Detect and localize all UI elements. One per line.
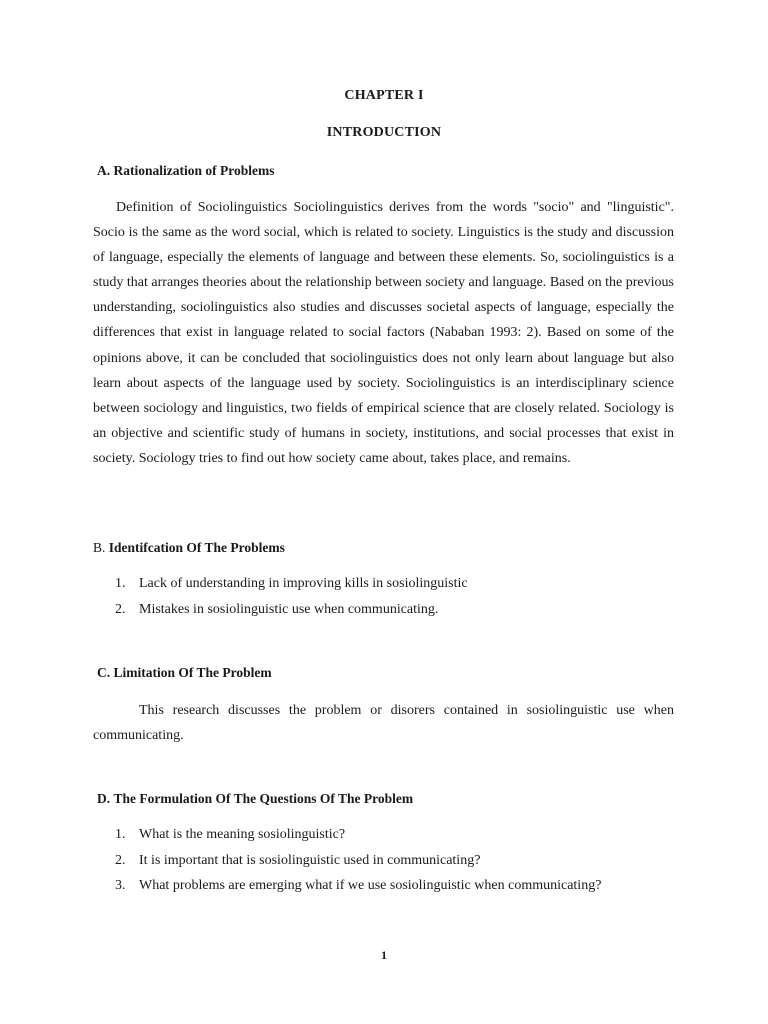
section-d-title: The Formulation Of The Questions Of The Problem bbox=[113, 791, 414, 806]
section-c-heading bbox=[97, 665, 272, 681]
chapter-title: INTRODUCTION bbox=[326, 125, 442, 140]
chapter-label: CHAPTER I bbox=[344, 88, 424, 103]
section-c-prefix: C. bbox=[97, 665, 111, 680]
list-item: 2. Mistakes in sosiolinguistic use when communicating. bbox=[115, 601, 439, 617]
list-item: 2. It is important that is sosiolinguistic used in communicating? bbox=[115, 852, 481, 868]
list-item: 1. Lack of understanding in improving kills in sosiolinguistic bbox=[115, 576, 468, 591]
list-item: 3. What problems are emerging what if we use sosiolinguistic when communicating? bbox=[115, 878, 602, 893]
section-b-list bbox=[115, 571, 468, 622]
section-d-list bbox=[115, 822, 601, 899]
section-a-title: Rationalization of Problems bbox=[113, 163, 275, 178]
section-a-paragraph: Definition of Sociolinguistics Sociolinguistics derives from the words "socio" and "linguistic". Socio is the same as the word social, which is related to society. Linguistics is the study and discussion of language, especially the elements of language and between these elements. So, sociolinguistics is a study that arranges theories about the relationship between society and language. Based on the previous understanding, sociolinguistics also studies and discusses societal aspects of language, especially the differences that exist in language related to social factors (Nababan 1993: 2). Based on some of the opinions above, it can be concluded that sociolinguistics does not only learn about language but also learn about aspects of the language used by society. Sociolinguistics is an interdisciplinary science between sociology and linguistics, two fields of empirical science that are closely related. Sociology is an objective and scientific study of humans in society, institutions, and social processes that exist in society. Sociology tries to find out how society came about, takes place, and remains. bbox=[93, 200, 674, 466]
section-c-title: Limitation Of The Problem bbox=[113, 665, 272, 680]
page-number: 1 bbox=[381, 948, 387, 962]
list-item: 1. What is the meaning sosiolinguistic? bbox=[115, 827, 346, 842]
section-b-prefix: B. bbox=[93, 540, 106, 555]
section-a-heading bbox=[97, 163, 275, 179]
section-a-prefix: A. bbox=[97, 163, 111, 178]
section-b-heading bbox=[93, 540, 285, 556]
section-d-heading bbox=[97, 791, 413, 807]
section-b-title: Identifcation Of The Problems bbox=[108, 540, 285, 555]
section-c-paragraph: This research discusses the problem or disorers contained in sosiolinguistic use when communicating. bbox=[93, 703, 674, 744]
section-d-prefix: D. bbox=[97, 791, 111, 806]
